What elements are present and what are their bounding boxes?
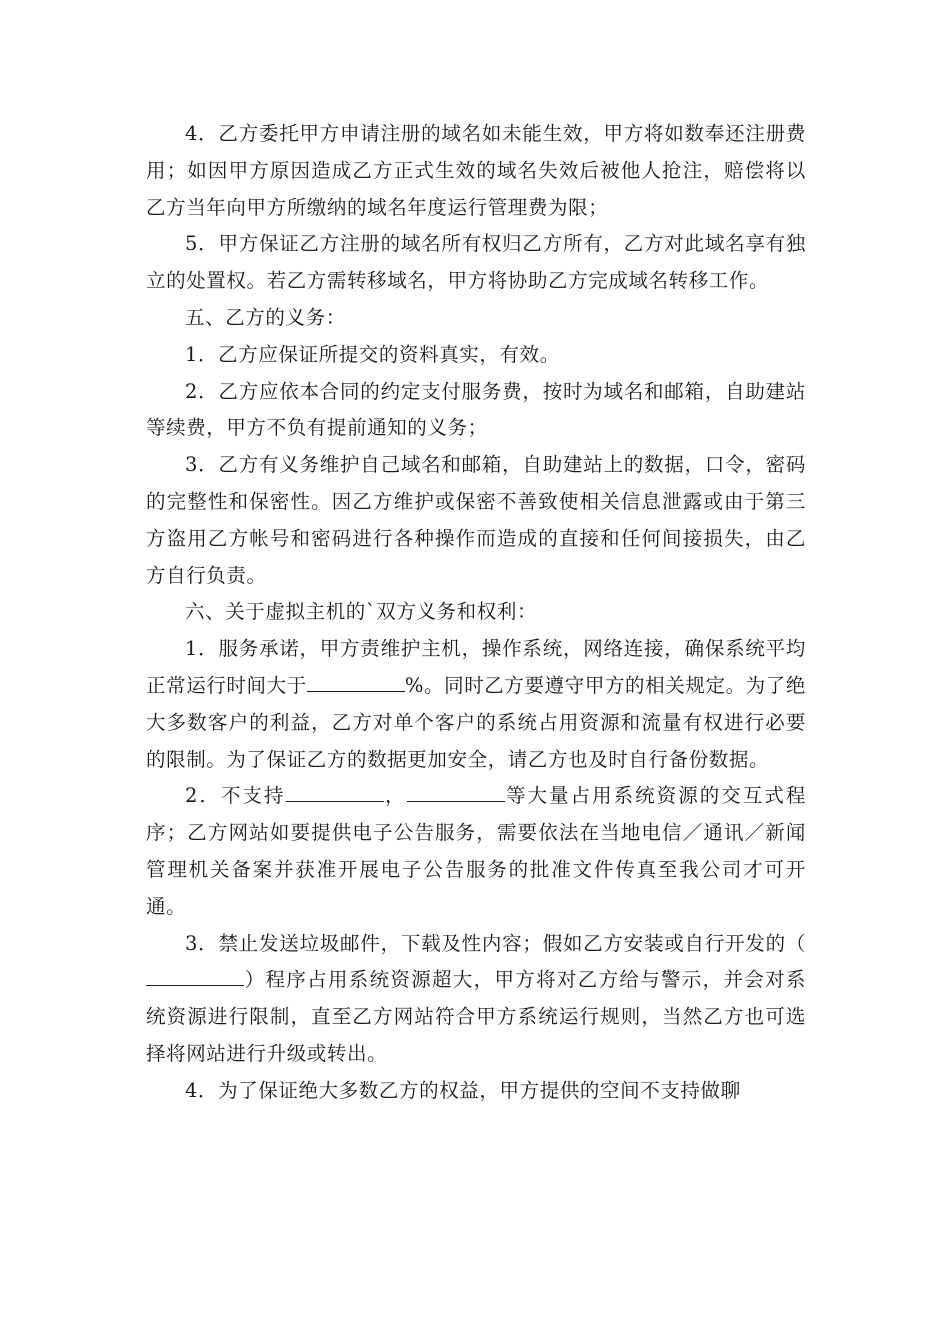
paragraph-space-limit: 4．为了保证绝大多数乙方的权益，甲方提供的空间不支持做聊: [185, 1078, 741, 1102]
paragraph-unsupported-programs: [146, 778, 806, 925]
paragraph-text: 等大量占用系统资源的交互式程序；乙方网站如要提供电子公告服务，需要依法在当地电信／通讯／新闻管理机关备案并获准开展电子公告服务的批准文件传真至我公司才可开通。: [146, 784, 806, 918]
fill-in-blank: [146, 963, 244, 986]
paragraph-text: 3．禁止发送垃圾邮件，下载及性内容；假如乙方安装或自行开发的（: [185, 931, 806, 955]
fill-in-blank: [286, 779, 384, 802]
fill-in-blank: [307, 669, 405, 692]
section-heading-party-b-obligations: 五、乙方的义务：: [185, 305, 346, 329]
paragraph-text: ，: [383, 784, 407, 808]
paragraph-domain-refund: 4．乙方委托甲方申请注册的域名如未能生效，甲方将如数奉还注册费用；如因甲方原因造成乙方正式生效的域名失效后被他人抢注，赔偿将以乙方当年向甲方所缴纳的域名年度运行管理费为限；: [146, 122, 806, 219]
paragraph-service-commitment: [146, 631, 806, 778]
paragraph-text: ）程序占用系统资源超大，甲方将对乙方给与警示，并会对系统资源进行限制，直至乙方网站符合甲方系统运行规则，当然乙方也可选择将网站进行升级或转出。: [146, 968, 806, 1065]
paragraph-domain-ownership: 5．甲方保证乙方注册的域名所有权归乙方所有，乙方对此域名享有独立的处置权。若乙方需转移域名，甲方将协助乙方完成域名转移工作。: [146, 232, 806, 293]
paragraph-text: %。同时乙方要遵守甲方的相关规定。为了绝大多数客户的利益，乙方对单个客户的系统占用资源和流量有权进行必要的限制。为了保证乙方的数据更加安全，请乙方也及时自行备份数据。: [146, 673, 806, 771]
paragraph-text: 2．不支持: [185, 784, 286, 808]
section-heading-virtual-host: 六、关于虚拟主机的`双方义务和权利：: [185, 600, 538, 624]
paragraph-data-security: 3．乙方有义务维护自己域名和邮箱，自助建站上的数据，口令，密码的完整性和保密性。因乙方维护或保密不善致使相关信息泄露或由于第三方盗用乙方帐号和密码进行各种操作而造成的直接和任何间接损失，由乙方自行负责。: [146, 453, 806, 587]
paragraph-text: 1．服务承诺，甲方责维护主机，操作系统，网络连接，确保系统平均正常运行时间大于: [146, 637, 806, 697]
fill-in-blank: [407, 779, 505, 802]
paragraph-true-information: 1．乙方应保证所提交的资料真实，有效。: [185, 342, 560, 366]
document-body: [146, 116, 806, 1110]
paragraph-spam-prohibition: [146, 926, 806, 1073]
paragraph-service-fee: 2．乙方应依本合同的约定支付服务费，按时为域名和邮箱，自助建站等续费，甲方不负有提前通知的义务；: [146, 379, 806, 440]
